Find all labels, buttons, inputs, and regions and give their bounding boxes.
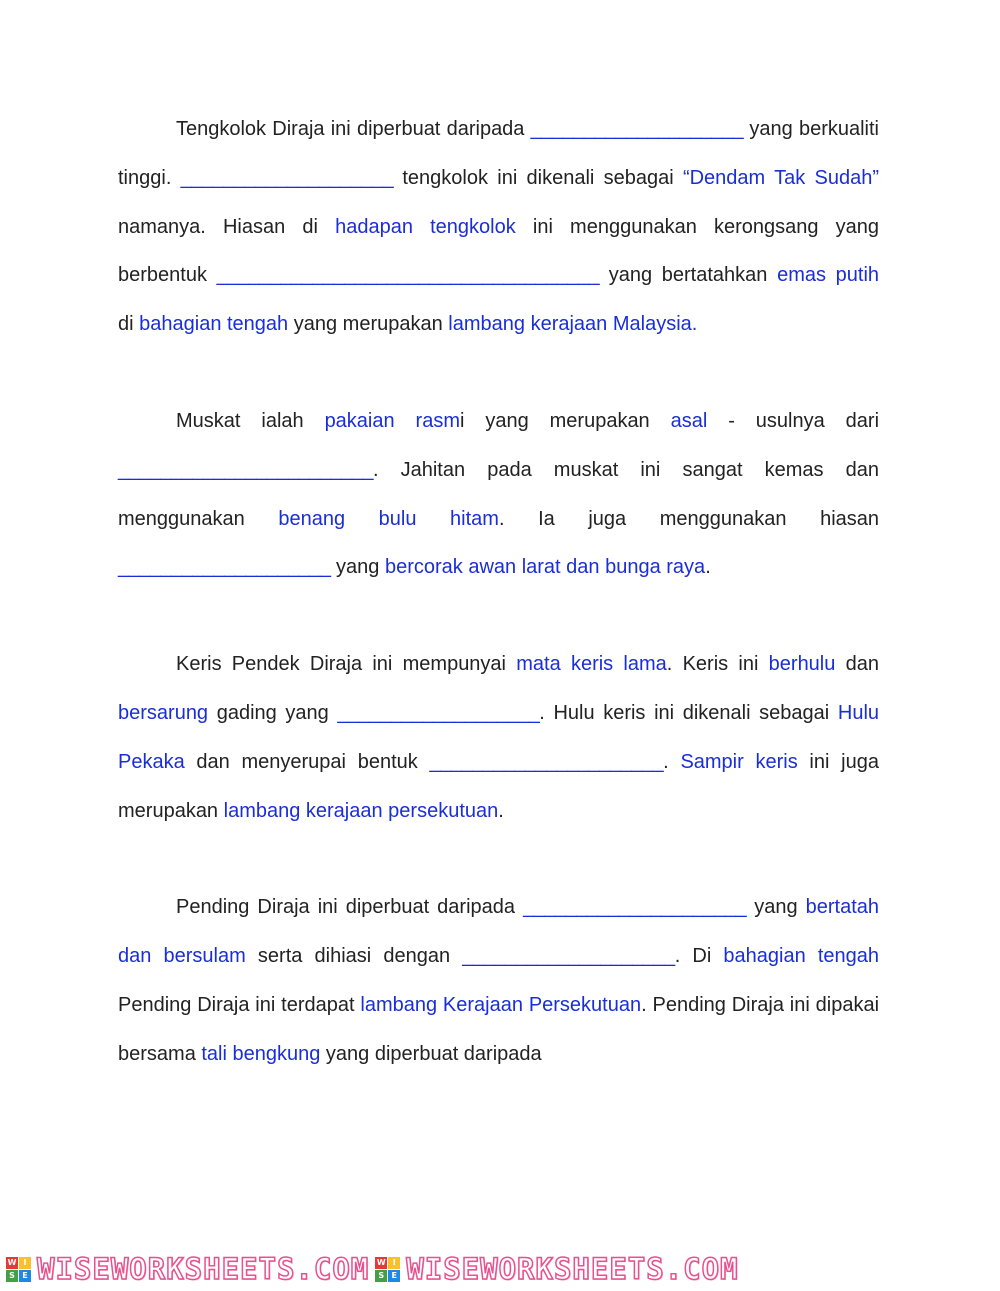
highlight-text: bercorak awan larat dan bunga raya — [384, 556, 706, 579]
highlight-text: bertatah dan bersulam — [118, 896, 880, 968]
footer-watermark — [0, 1249, 1000, 1289]
text: yang bertatahkan — [608, 264, 768, 287]
worksheet-body — [118, 105, 879, 1079]
highlight-text: bahagian tengah — [139, 313, 289, 336]
paragraph-tengkolok — [118, 105, 879, 349]
text: yang berkualiti tinggi. — [118, 118, 880, 189]
text: Keris Pendek Diraja ini mempunyai — [176, 653, 506, 676]
text: Pending Diraja ini terdapat — [118, 993, 355, 1016]
blank-field[interactable]: ____________________ — [462, 945, 675, 968]
logo-letter: I — [19, 1257, 31, 1269]
highlight-text: bahagian tengah — [723, 945, 880, 968]
logo-letter: E — [388, 1270, 400, 1282]
text: . — [705, 556, 711, 579]
text: gading yang — [216, 701, 329, 724]
blank-field[interactable]: ________________________ — [118, 458, 373, 481]
highlight-text: mata keris lama — [516, 653, 667, 676]
logo-letter: S — [6, 1270, 18, 1282]
text: . — [663, 750, 669, 773]
highlight-text: pakaian rasm — [324, 409, 460, 432]
text: yang merupakan — [293, 313, 443, 336]
wise-logo-icon — [375, 1257, 400, 1282]
highlight-text: benang bulu hitam — [278, 507, 499, 530]
text: . Ia juga menggunakan hiasan — [498, 507, 880, 530]
text: . Pending Diraja ini dipakai bersama — [118, 993, 880, 1065]
text: - usulnya dari — [728, 409, 880, 432]
text: dan — [845, 653, 879, 676]
blank-field[interactable]: ___________________ — [337, 701, 540, 724]
text: Tengkolok Diraja ini diperbuat daripada — [176, 118, 525, 140]
footer-brand-1 — [6, 1252, 369, 1286]
text: serta dihiasi dengan — [257, 945, 451, 968]
blank-field[interactable]: ______________________ — [429, 750, 664, 773]
text: di — [118, 313, 134, 336]
highlight-text: lambang kerajaan persekutuan — [223, 799, 499, 822]
text: i yang merupakan — [459, 409, 650, 432]
highlight-text: Sampir keris — [680, 750, 798, 773]
blank-field[interactable]: ____________________ — [180, 166, 394, 189]
paragraph-keris — [118, 640, 879, 835]
text: . Hulu keris ini dikenali sebagai — [539, 701, 830, 724]
text: dan menyerupai bentuk — [196, 750, 418, 773]
text: tengkolok ini dikenali sebagai — [402, 166, 674, 189]
highlight-text: “Dendam Tak Sudah” — [682, 166, 879, 189]
logo-letter: W — [7, 1258, 17, 1267]
logo-letter: S — [375, 1270, 387, 1282]
logo-letter: W — [376, 1258, 386, 1267]
highlight-text: Hulu Pekaka — [118, 701, 880, 773]
text: . Keris ini — [666, 653, 759, 676]
highlight-text: hadapan tengkolok — [335, 215, 516, 238]
footer-brand-2 — [375, 1252, 738, 1286]
highlight-text: lambang Kerajaan Persekutuan — [360, 993, 642, 1016]
blank-field[interactable]: ____________________________________ — [216, 264, 600, 287]
text: Pending Diraja ini diperbuat daripada — [176, 896, 516, 919]
highlight-text: lambang kerajaan Malaysia. — [448, 313, 698, 336]
blank-field[interactable]: ____________________ — [530, 118, 744, 140]
text: yang diperbuat daripada — [325, 1042, 542, 1065]
brand-text: WISEWORKSHEETS.COM — [37, 1252, 370, 1286]
highlight-text: tali bengkung — [201, 1042, 321, 1065]
text: . Di — [674, 945, 712, 968]
highlight-text: asal — [670, 409, 708, 432]
text: yang — [754, 896, 798, 919]
text: yang — [336, 556, 380, 579]
text: . — [498, 799, 504, 822]
logo-letter: I — [388, 1257, 400, 1269]
highlight-text: emas putih — [777, 264, 880, 287]
text: Muskat ialah — [176, 409, 304, 432]
paragraph-muskat — [118, 397, 879, 592]
wise-logo-icon — [6, 1257, 31, 1282]
highlight-text: berhulu — [768, 653, 836, 676]
brand-text: WISEWORKSHEETS.COM — [406, 1252, 739, 1286]
text: ini menggunakan kerongsang yang berbentuk — [118, 215, 879, 287]
text: ini juga merupakan — [118, 750, 879, 822]
text: . Jahitan pada muskat ini sangat kemas dan menggunakan — [118, 458, 879, 530]
paragraph-pending — [118, 883, 879, 1078]
highlight-text: bersarung — [118, 701, 209, 724]
logo-letter: E — [19, 1270, 31, 1282]
blank-field[interactable]: _____________________ — [523, 896, 747, 919]
text: namanya. Hiasan di — [118, 215, 318, 238]
blank-field[interactable]: ____________________ — [118, 556, 331, 579]
